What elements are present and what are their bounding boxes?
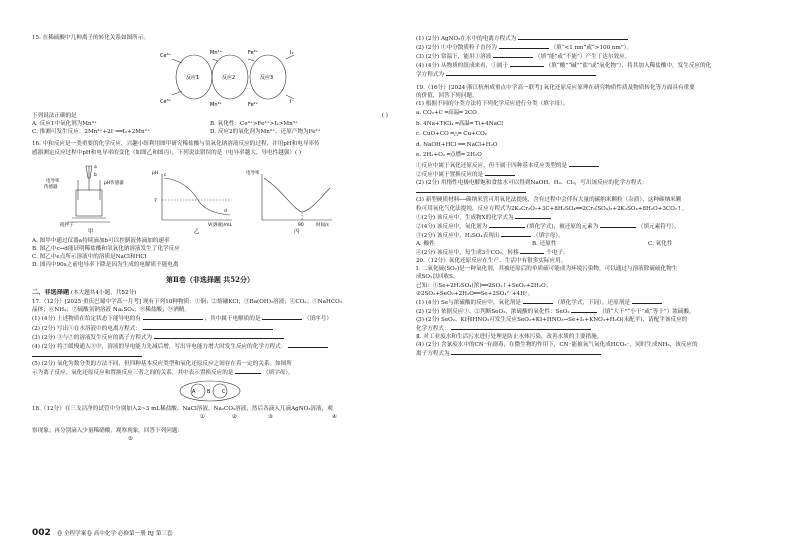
- q15-options: [32, 120, 388, 136]
- answer-blank[interactable]: [451, 324, 591, 330]
- section-note: (本大题共4小题，共52分): [70, 290, 137, 297]
- q15-prompt-row: [32, 112, 388, 120]
- q19-sub3c: [416, 231, 768, 240]
- q16-figures: [32, 160, 388, 234]
- ion-i-minus: I⁻: [290, 99, 295, 106]
- section-title: 二、非选择题: [32, 289, 70, 297]
- marker-4: ④: [332, 414, 338, 421]
- answer-blank[interactable]: [518, 34, 628, 40]
- q17-sub3-text: (3) (2分) ③与⑦的溶液发生反应的离子方程式为: [32, 334, 153, 341]
- q15-stem: 15. 在稀硫酸中几种离子的转化关系如图所示。: [32, 35, 149, 41]
- q18-sub3-text2: （填“能”或“不能”）产生丁达尔效应。: [534, 54, 631, 61]
- q17-venn-svg: [32, 380, 388, 402]
- question-18: [32, 405, 388, 443]
- q17-sub2-text: (2) (2分) 写出⑤在水溶液中的电离方程式：: [32, 325, 141, 332]
- answer-blank[interactable]: [446, 70, 596, 76]
- q18-sub4-text2: （填“酸”“碱”“盐”或“氧化物”），将其加入稀盐酸中，发生反应的化: [545, 63, 712, 70]
- q19-sub3d-text: ④(2分) 该反应中，每生成3个CO₂，转移: [416, 250, 519, 257]
- question-15: [32, 34, 388, 136]
- ion-fe2: Fe²⁺: [248, 102, 259, 109]
- fig-label-a: a: [94, 164, 97, 170]
- q20-intro-2: 成SO₂以回收S。: [416, 274, 459, 281]
- q18-sub4-line2: [416, 70, 768, 79]
- q17-line-2: 晶体；⑥NH₃；⑦硫酸氢钠溶液 Na₂SO₄；⑧稀盐酸；⑨酒精。: [32, 307, 190, 314]
- right-column: [416, 34, 768, 359]
- q20-known-2: ②2SO₂+SeO₂+2H₂O══Se+2SO₄²⁻+4H⁺。: [416, 290, 534, 297]
- answer-blank[interactable]: [416, 187, 526, 193]
- answer-blank[interactable]: [520, 248, 544, 254]
- q20-sub2-text2: （填“大于”“小于”或“等于”）浓硫酸。: [599, 308, 695, 315]
- page-footer: [32, 527, 173, 540]
- answer-blank[interactable]: [143, 324, 273, 330]
- q19-line-2: 的价值，回答下列问题。: [416, 92, 478, 99]
- q19-sub3b-text3: （填元素符号）。: [637, 223, 680, 230]
- marker-3: ③: [268, 414, 274, 421]
- reaction-e: e. 2H₂+O₂ ═点燃═ 2H₂O: [416, 152, 482, 159]
- q20-sub2-text: (2) (2分) 依据反应①、②判断SeO₂、浓硫酸的氧化性：SeO₂: [416, 308, 570, 315]
- answer-blank[interactable]: [489, 222, 525, 228]
- reaction-d: d. NaOH+HCl ══ NaCl+H₂O: [416, 141, 498, 148]
- q16-line-2: 感器测定反应过程中pH和电导率的变化（如图乙和图丙），下列说法错误的是（电导率越大，导电性越强）( ): [32, 149, 302, 156]
- q19-sub3b-text: ②(4分) 该反应中，氧化剂为: [416, 223, 488, 230]
- q17-sub5-text: 示为离子反应、氧化还原反应和置换反应三者之间的关系，其中表示置换反应的是: [32, 370, 234, 377]
- marker-1: ①: [200, 414, 206, 421]
- question-17: [32, 298, 388, 402]
- fig-point-d: d: [224, 208, 227, 214]
- question-18-continued: [416, 34, 768, 80]
- q17-sub2: [32, 324, 388, 333]
- q20-sub4-text2: 离子方程式为: [416, 351, 450, 358]
- label-reaction1: 反应1: [186, 75, 200, 82]
- q18-sub4: [416, 61, 768, 70]
- venn-a: A: [192, 389, 196, 396]
- q17-sub1: [32, 314, 388, 323]
- q15-prompt: 下列说法正确的是: [32, 113, 77, 120]
- q19-option-c: C. 氧化性: [648, 240, 673, 247]
- q16-option-c: C. 图乙中e点所示溶液中的溶质是NaCl和HCl: [32, 253, 147, 260]
- q20-sub3-text2: 化学方程式：: [416, 326, 450, 333]
- marker-2: ②: [232, 414, 238, 421]
- fig-label-b: b: [94, 172, 97, 178]
- answer-blank[interactable]: [288, 342, 328, 348]
- q18-sub4-text3: 学方程式为: [416, 72, 444, 79]
- q18-marker-row2: [32, 435, 388, 443]
- q18-sub2-text2: （填“<1 nm”或“>100 nm”）。: [550, 45, 633, 52]
- q18-circled-markers: [32, 413, 388, 427]
- q19-sub3b: [416, 222, 768, 231]
- q15-cycle-svg: [32, 45, 388, 109]
- q19-sub3c-text: ③(2分) 该反应中，H₂SO₄表现出: [416, 232, 500, 239]
- q19-sub1b: [416, 170, 768, 179]
- q19-sub2-text: (2) (2分) 用惰性电极电解饱和食盐水可以得到NaOH、H₂、Cl₂，写出该反应的化学方程式：: [416, 180, 648, 187]
- q19-sub1b-text: ②反应中属于置换反应的是: [416, 172, 484, 179]
- ion-i2: I₂: [290, 50, 294, 57]
- q15-answer-paren: ( ): [381, 113, 388, 120]
- footer-text: 卷 全程学案卷 高中化学 必修第一册 RJ 第三套: [56, 531, 173, 537]
- fig-xlabel-volume: V(溶液)/mL: [208, 222, 232, 228]
- q20-sub4-line2: [416, 349, 768, 358]
- part-2-heading: 第Ⅱ卷（非选择题 共52分）: [165, 275, 255, 285]
- q19-sub3d: [416, 248, 768, 257]
- fig-sensor1b: 传感器: [44, 184, 58, 190]
- answer-blank[interactable]: [143, 314, 203, 320]
- q16-option-b: B. 图乙中c→d能证明稀盐酸和氢氧化钠溶液发生了化学反应: [32, 245, 180, 252]
- q15-cycle-diagram: [32, 45, 388, 109]
- marker-5: ⑤: [128, 436, 134, 443]
- fig-point-c: c: [164, 172, 167, 178]
- fig-ylabel-ph: pH: [152, 170, 159, 176]
- q16-line-1: 16. 中和反应是一类重要的化学反应，兴趣小组利用图甲研究稀盐酸与氢氧化钠溶液反应的过程，并用pH和电导率传: [32, 141, 320, 148]
- q17-sub4: [32, 342, 388, 351]
- ion-ce3: Ce³⁺: [160, 99, 172, 106]
- fig-sensor2: pH传感器: [104, 180, 124, 186]
- q19-option-a: A. 酸性: [416, 240, 435, 247]
- q18-line-1: 18.（12分）在三支洁净的试管中分别加入2~3 mL稀盐酸、NaCl溶液、Na₂CO₃溶液，然后各滴入几滴AgNO₃溶液，观: [32, 406, 333, 413]
- fig-caption-jia: 甲: [88, 228, 94, 234]
- q20-stem: 20.（12分）氧化还原反应在生产、生活中有很多实际应用。: [416, 258, 567, 265]
- ion-ce4: Ce⁴⁺: [160, 53, 172, 60]
- q20-intro-1: Ⅰ. 二氧化硫(SO₂)是一种氧化剂，其被还原后的单质硫可能成为环境污染物，可以通过与溶液除硫硫化物生: [416, 266, 678, 273]
- answer-blank[interactable]: [499, 43, 549, 49]
- label-reaction2: 反应2: [222, 75, 236, 82]
- q19-sub3b-text2: (填化学式)，被还原的元素为: [526, 223, 599, 230]
- fig-tick-7: 7: [154, 198, 157, 204]
- q18-sub3-text: (3) (2分) 常温下，能用①溶液: [416, 54, 492, 61]
- answer-blank[interactable]: [515, 213, 551, 219]
- q17-sub4-line2: [32, 351, 388, 360]
- page-number: 002: [32, 528, 51, 538]
- q19-line-1: 19.（16分）[2024·浙江杭州成重点中学高一联考] 氧化还原反应原理在研究物质性质及物质转化等方面具有重要: [416, 84, 695, 91]
- q16-figures-svg: [32, 160, 388, 234]
- answer-blank[interactable]: [510, 61, 544, 67]
- answer-blank[interactable]: [632, 298, 662, 304]
- answer-blank[interactable]: [262, 314, 302, 320]
- q18-sub2: [416, 43, 768, 52]
- q19-sub2-line2: [416, 187, 768, 196]
- q19-sub2: [416, 179, 768, 187]
- left-column: [32, 34, 388, 443]
- reaction-b: b. 4Na+TiCl₄ ═高温═ Ti+4NaCl: [416, 120, 503, 127]
- question-16: [32, 140, 388, 269]
- q19-sub1: (1) 根据不同的分类方法将下列化学反应进行分类（填字母）。: [416, 100, 569, 107]
- answer-blank[interactable]: [600, 222, 636, 228]
- fig-caption-yi: 乙: [194, 228, 200, 234]
- answer-blank[interactable]: [493, 52, 533, 58]
- q18-sub2-text: (2) (2分) ①中分散质粒子直径为: [416, 45, 497, 52]
- q16-option-a: A. 图甲中通过仪器a持续滴加b可以控制液体滴加的速率: [32, 237, 170, 244]
- q19-sub3c-text2: （填字母）。: [532, 232, 564, 239]
- q19-sub1a: [416, 161, 768, 170]
- fig-stirbar: 搅拌子: [60, 222, 74, 228]
- fig-xlabel-time: 时间/s: [316, 222, 329, 228]
- question-19: [416, 84, 768, 258]
- fig-tick-90: 90: [298, 222, 304, 228]
- answer-blank[interactable]: [32, 351, 142, 357]
- fig-caption-bing: 丙: [294, 228, 300, 234]
- answer-blank[interactable]: [154, 333, 284, 339]
- q15-option-c: C. 推测可发生反应：2Mn³⁺+2I⁻══I₂+2Mn²⁺: [32, 129, 150, 136]
- q19-sub3-line1: (3) 新型硬质材料──碳纳米管可用氧化法提纯，含有过程中会伴有大量的碳纳米颗粒（杂质），这种碳纳米颗: [416, 197, 682, 204]
- ion-fe3: Fe³⁺: [248, 50, 259, 57]
- answer-blank[interactable]: [523, 298, 553, 304]
- q17-sub5-text2: （填字母）。: [262, 370, 294, 377]
- q19-sub3a-text: ①(2分) 该反应中，生成物X的化学式为: [416, 214, 514, 221]
- q17-venn-diagram: [32, 380, 388, 402]
- q17-sub1-text2: ；其中属于电解质的是: [204, 316, 261, 323]
- q17-sub5-line1: (5) (2分) 氧化为数分类的方法不同，但四种基本反应类型和氧化还原反应之间存在着一定的关系。如图所: [32, 360, 292, 367]
- answer-blank[interactable]: [571, 307, 597, 313]
- question-20: [416, 257, 768, 358]
- answer-blank[interactable]: [451, 349, 601, 355]
- q18-line-2: 察现象；再分别滴入少量稀硝酸，观察现象。回答下列问题：: [32, 428, 184, 435]
- q20-sub3: (3) (2分) SeO₂、KI和HNO₃可发生反应SeO₂+KI+HNO₃→Se+I₂+KNO₃+H₂O(未配平)，请配平该反应的: [416, 316, 688, 323]
- ion-mn2: Mn²⁺: [210, 50, 223, 57]
- fig-sensor1: 电导率: [46, 178, 60, 184]
- q19-option-b: B. 还原性: [532, 240, 557, 247]
- q15-option-b: B. 氧化性：Ce⁴⁺>Fe³⁺>I₂>Mn³⁺: [210, 121, 298, 128]
- q17-line-1: 17.（12分）[2025·重庆巴蜀中学高一月考] 现有下列10种物质：①铜；②熔融KCl；③Ba(OH)₂溶液；④CO₂；⑤NaHCO₃: [32, 299, 343, 306]
- q18-sub1-text: (1) (2分) AgNO₃在水中的电离方程式为: [416, 36, 517, 42]
- q20-sub3-line2: [416, 324, 768, 333]
- q20-sub1-text: (1) (4分) Se与浓硫酸的反应中，氧化剂是: [416, 299, 521, 306]
- q15-option-a: A. 反应1中氧化剂为Mn³⁺: [32, 121, 97, 128]
- q17-sub4-text: (4) (2分) 将⑦缓慢通入③中，溶液的导电能力先减后增，写出导电能力增大时发生反应的化学方程式：: [32, 343, 287, 350]
- q19-options: [416, 240, 768, 248]
- answer-blank[interactable]: [501, 231, 531, 237]
- answer-blank[interactable]: [235, 368, 261, 374]
- q19-sub3-line2: 粒可用氧化气化法提纯，反应方程式为2K₂Cr₂O₇+3C+8H₂SO₄══2Cr₂(SO₄)₃+2K₂SO₄+8H₂O+3CO₂↑。: [416, 205, 688, 212]
- q17-sub1-text: (1) (4分) 上述物质在给定状态下能导电的有: [32, 316, 141, 323]
- q17-sub1-text3: （填序号）: [303, 316, 332, 323]
- section-heading: [32, 289, 388, 298]
- q18-sub3: [416, 52, 768, 61]
- q18-sub4-text: (4) (4分) 从物质的组成来看，①属于: [416, 63, 509, 70]
- q20-sub2: [416, 307, 768, 316]
- q17-sub3: [32, 333, 388, 342]
- ion-mn3: Mn³⁺: [210, 102, 223, 109]
- venn-b: B: [207, 389, 211, 396]
- q16-option-d: D. 图丙中90s之前电导率下降是因为生成的电解质不能电离: [32, 261, 179, 268]
- q20-part-ii: Ⅱ. 对工业废水和生活污水进行处理是防止水体污染，改善水质的主要措施。: [416, 334, 603, 341]
- reaction-c: c. CuO+CO ═△═ Cu+CO₂: [416, 131, 487, 138]
- q19-sub3a: [416, 213, 768, 222]
- q19-sub3d-text2: 个电子。: [546, 250, 569, 257]
- label-reaction3: 反应3: [260, 75, 274, 82]
- answer-blank[interactable]: [485, 170, 515, 176]
- fig-ylabel-conductivity: 电导率: [246, 170, 260, 176]
- q20-sub1: [416, 298, 768, 307]
- q18-sub1: [416, 34, 768, 43]
- q15-option-d: D. 反应2的氧化剂为Mn³⁺，还原产物为Fe²⁺: [210, 129, 321, 136]
- q20-known-1: 已知：①Se+2H₂SO₄(浓)══2SO₂↑+SeO₂+2H₂O；: [416, 282, 552, 289]
- answer-blank[interactable]: [569, 161, 599, 167]
- q20-sub1-text2: （填化学式，下同），还原剂是: [554, 299, 630, 306]
- reaction-a: a. CO₂+C ═高温═ 2CO: [416, 109, 477, 116]
- q20-sub4: (4) (2分) 含氰废水中的CN⁻有剧毒，在微生物的作用下，CN⁻能被氧气氧化成HCO₃⁻，同时生成NH₃，该反应的: [416, 342, 698, 349]
- q17-sub5-line2: [32, 368, 388, 377]
- q19-sub1a-text: ①反应中属于氧化还原反应，但不属于四种基本反应类型的是: [416, 163, 568, 169]
- venn-c: C: [222, 389, 226, 396]
